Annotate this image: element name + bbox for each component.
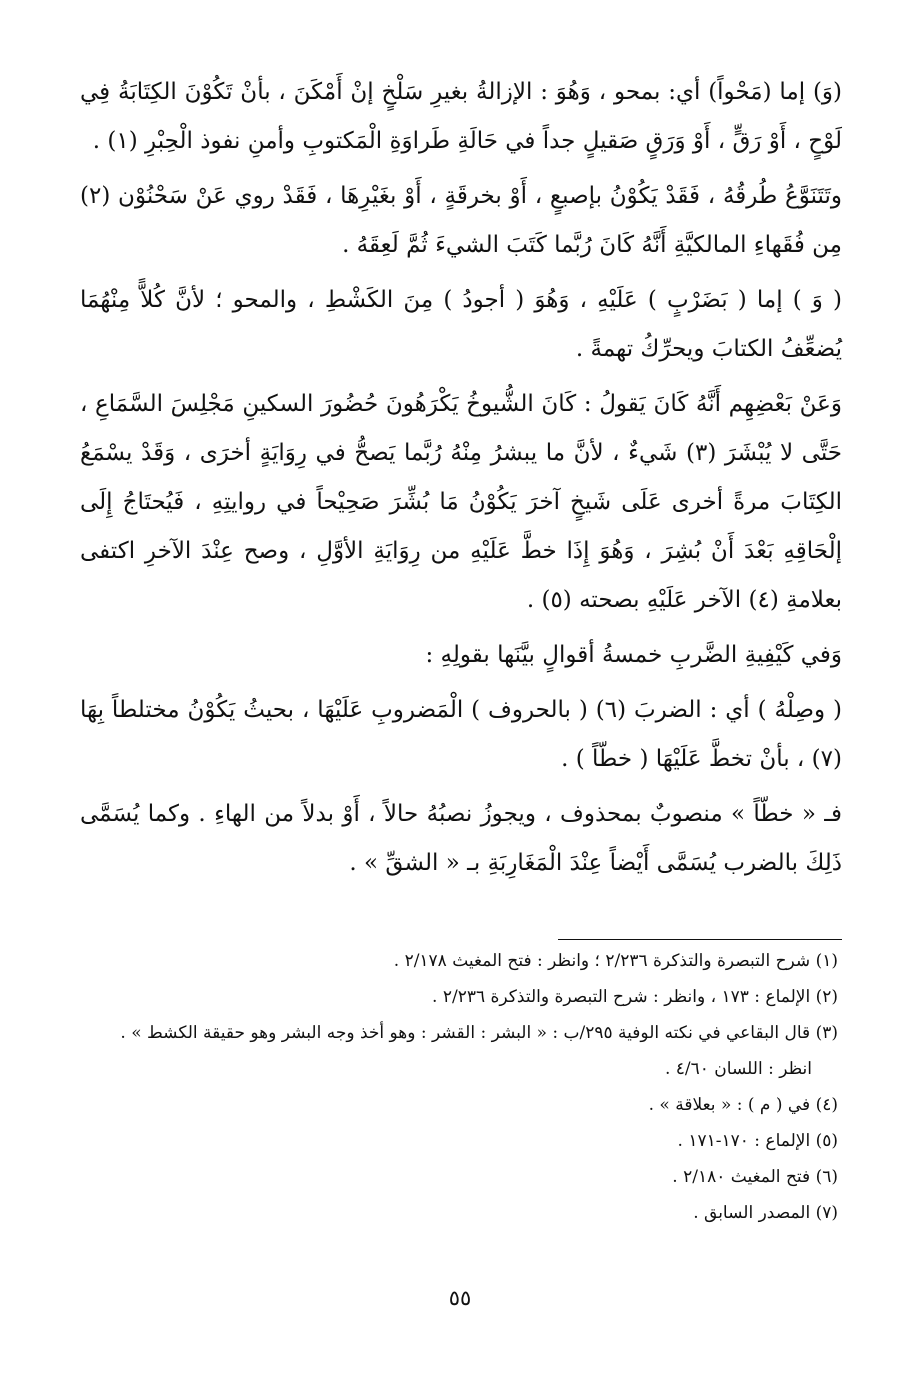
footnote-text: (٦) فتح المغيث ٢/١٨٠ . — [672, 1167, 838, 1187]
paragraph-4: وَعَنْ بَعْضِهِم أَنَّهُ كَانَ يَقولُ : كَانَ الشُّيوخُ يَكْرَهُونَ حُضُورَ السكينِ مَجْلِسَ السَّمَاعِ ، حَتَّى لا يُبْشَرَ (٣) شَيءٌ ، لأنَّ ما يبشرُ مِنْهُ رُبَّما يَصحُّ في رِوَايَةٍ أخرَى ، وَقَدْ يسْمَعُ الكِتَابَ مرةً أخرى عَلَى شَيخٍ آخرَ يَكُوْنُ مَا بُشِّرَ صَحِيْحاً في روايتِهِ ، فَيُحتَاجُ إِلَى إلْحَاقِهِ بَعْدَ أَنْ بُشِرَ ، وَهُوَ إِذَا خطَّ عَلَيْهِ من رِوَايَةِ الأوَّلِ ، وصح عِنْدَ الآخرِ اكتفى بعلامةِ (٤) الآخر عَلَيْهِ بصحته (٥) . — [80, 391, 842, 613]
footnote-7 — [78, 1202, 838, 1224]
footnote-text: (٧) المصدر السابق . — [693, 1203, 838, 1223]
footnote-text: (٥) الإلماع : ١٧٠-١٧١ . — [677, 1131, 838, 1151]
paragraph-5: وَفي كَيْفِيةِ الضَّربِ خمسةُ أقوالٍ بيَّنَها بقولِهِ : — [425, 642, 842, 668]
page-number: ٥٥ — [448, 1286, 472, 1310]
paragraph-6: ( وصِلْهُ ) أي : الضربَ (٦) ( بالحروف ) الْمَضروبِ عَلَيْهَا ، بحيثُ يَكُوْنُ مختلطاً بِهَا (٧) ، بأنْ تخطَّ عَلَيْهَا ( خطّاً ) . — [80, 697, 842, 772]
footnote-continuation: انظر : اللسان ٤/٦٠ . — [664, 1059, 812, 1079]
paragraph-7: فـ « خطّاً » منصوبٌ بمحذوف ، ويجوزُ نصبُهُ حالاً ، أَوْ بدلاً من الهاءِ . وكما يُسَمَّى ذَلِكَ بالضرب يُسَمَّى أَيْضاً عِنْدَ الْمَغَارِبَةِ بـ « الشقِّ » . — [80, 801, 842, 876]
footnote-text: (٣) قال البقاعي في نكته الوفية ٢٩٥/ب : « البشر : القشر : وهو أخذ وجه البشر وهو حقيقة الكشط » . — [120, 1023, 838, 1043]
footnote-4 — [78, 1094, 838, 1116]
main-text — [80, 68, 842, 894]
footnote-1 — [78, 950, 838, 972]
footnote-3 — [78, 1022, 838, 1080]
footnote-text: (١) شرح التبصرة والتذكرة ٢/٢٣٦ ؛ وانظر : فتح المغيث ٢/١٧٨ . — [393, 951, 838, 971]
footnote-separator — [558, 939, 842, 940]
paragraph-3: ( وَ ) إما ( بَضَرْبٍ ) عَلَيْهِ ، وَهُوَ ( أجودُ ) مِنَ الكَشْطِ ، والمحو ؛ لأنَّ كُلاًّ مِنْهُمَا يُضعِّفُ الكتابَ ويحرِّكُ تهمةً . — [80, 287, 842, 362]
footnote-2 — [78, 986, 838, 1008]
footnote-6 — [78, 1166, 838, 1188]
footnote-text: (٢) الإلماع : ١٧٣ ، وانظر : شرح التبصرة والتذكرة ٢/٢٣٦ . — [432, 987, 838, 1007]
paragraph-2: وتَتَنَوَّعُ طُرقُهُ ، فَقَدْ يَكُوْنُ بإصبعٍ ، أَوْ بخرقَةٍ ، أَوْ بغَيْرِهَا ، فَقَدْ روي عَنْ سَحْنُوْن (٢) مِن فُقَهاءِ المالكيَّةِ أَنَّهُ كَانَ رُبَّما كَتَبَ الشيءَ ثُمَّ لَعِقَهُ . — [80, 183, 842, 258]
footnote-5 — [78, 1130, 838, 1152]
footnote-text: (٤) في ( م ) : « بعلاقة » . — [648, 1095, 838, 1115]
footnotes — [78, 950, 838, 1238]
paragraph-1: (وَ) إما (مَحْواً) أي: بمحو ، وَهُوَ : الإزالةُ بغيرِ سَلْخٍ إنْ أَمْكَنَ ، بأنْ تَكُوْنَ الكِتَابَةُ فِي لَوْحٍ ، أَوْ رَقٍّ ، أَوْ وَرَقٍ صَقيلٍ جداً في حَالَةِ طَراوَةِ الْمَكتوبِ وأمنِ نفوذ الْحِبْرِ (١) . — [80, 79, 843, 154]
